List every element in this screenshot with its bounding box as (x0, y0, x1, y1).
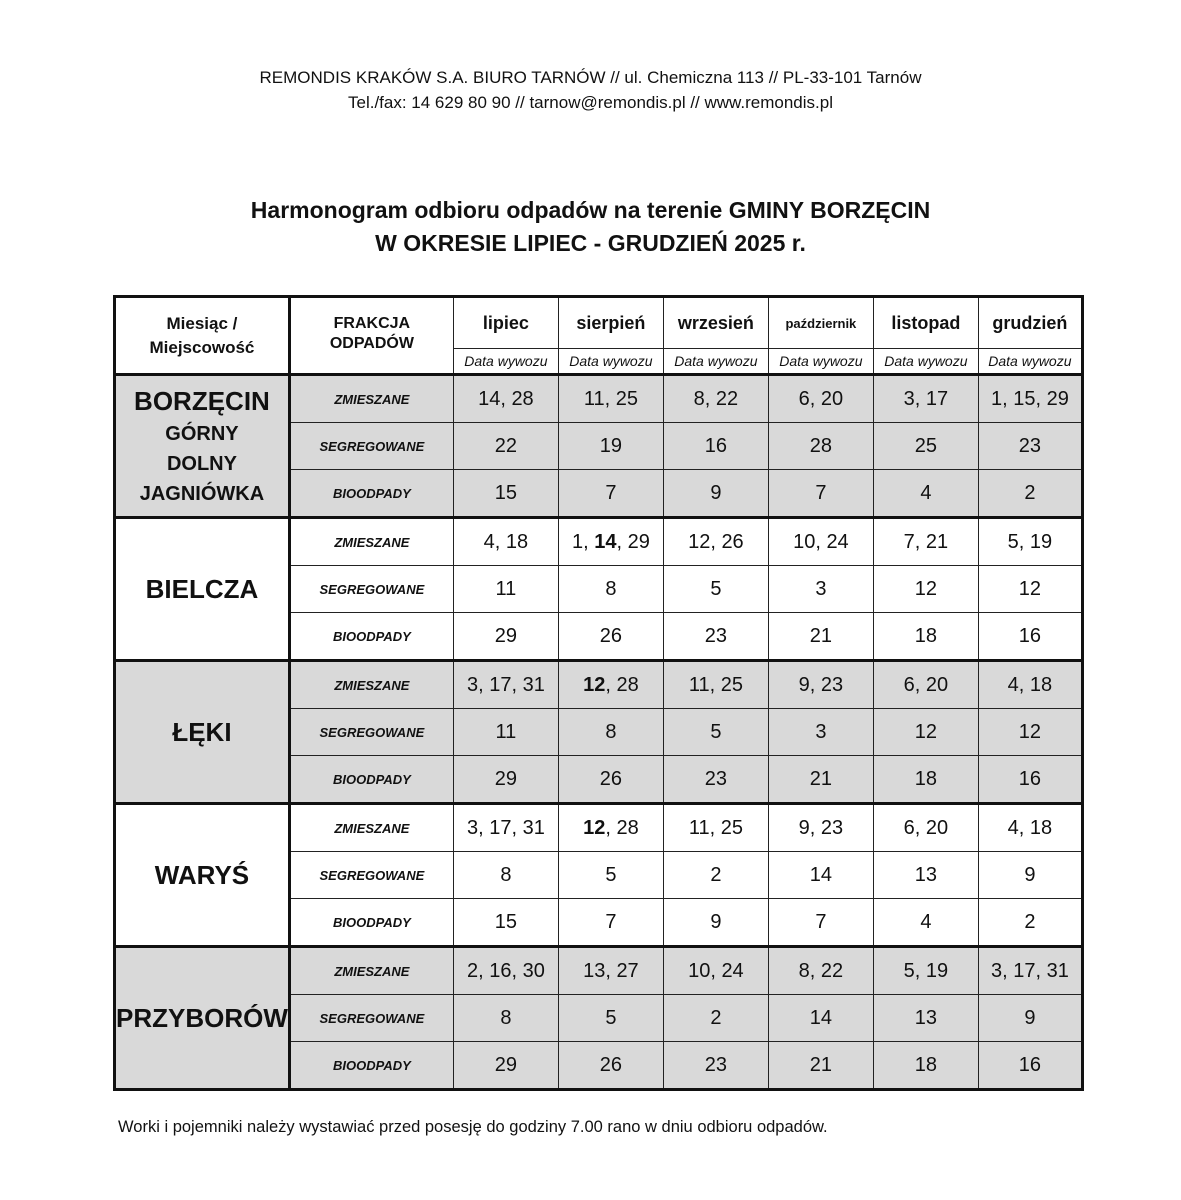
fraction-label: SEGREGOWANE (289, 995, 453, 1042)
month-header: grudzień (978, 297, 1082, 349)
highlighted-date: 12 (583, 673, 606, 696)
fraction-label: BIOODPADY (289, 613, 453, 661)
month-header: sierpień (558, 297, 663, 349)
date-cell (663, 947, 768, 995)
date-subheader: Data wywozu (558, 349, 663, 375)
fraction-label: BIOODPADY (289, 756, 453, 804)
date-cell (663, 613, 768, 661)
date-cell (558, 1042, 663, 1090)
date-text: 5, 19 (903, 959, 949, 982)
date-cell (978, 1042, 1082, 1090)
date-text: 3, 17, 31 (466, 816, 545, 839)
date-text: 11, 25 (688, 673, 743, 696)
fraction-label: ZMIESZANE (289, 661, 453, 709)
date-text: 18 (914, 767, 938, 790)
date-text: , 28 (605, 673, 639, 696)
date-cell (453, 470, 558, 518)
date-cell (663, 1042, 768, 1090)
highlighted-date: 14 (594, 530, 617, 553)
date-cell (453, 852, 558, 899)
company-contact: Tel./fax: 14 629 80 90 // tarnow@remondis.pl // www.remondis.pl (348, 93, 833, 112)
date-text: 21 (809, 1053, 833, 1076)
date-text: 16 (704, 434, 728, 457)
date-cell (978, 947, 1082, 995)
date-text: 23 (704, 1053, 728, 1076)
date-cell (978, 852, 1082, 899)
date-text: 8 (500, 863, 512, 886)
place-name: BORZĘCIN (134, 386, 270, 416)
date-text: 26 (599, 624, 623, 647)
date-text: 9 (710, 481, 722, 504)
place-cell (115, 375, 290, 518)
subplace-name: DOLNY (166, 453, 237, 475)
date-cell (873, 899, 978, 947)
date-cell (663, 899, 768, 947)
date-text: 7, 21 (903, 530, 949, 553)
date-text: 18 (914, 624, 938, 647)
schedule-table (113, 295, 1084, 1091)
date-text: 8 (605, 577, 617, 600)
date-cell (663, 709, 768, 756)
date-text: 13 (914, 1006, 938, 1029)
date-text: 4, 18 (1007, 816, 1053, 839)
date-text: 28 (809, 434, 833, 457)
fraction-label: SEGREGOWANE (289, 852, 453, 899)
date-subheader: Data wywozu (453, 349, 558, 375)
date-cell (873, 518, 978, 566)
date-text: 29 (494, 767, 518, 790)
place-name: BIELCZA (145, 574, 259, 604)
fraction-label: BIOODPADY (289, 899, 453, 947)
corner-line1: Miesiąc / (166, 313, 238, 333)
place-name: ŁĘKI (172, 717, 232, 747)
date-subheader: Data wywozu (768, 349, 873, 375)
date-cell (453, 899, 558, 947)
corner-header (115, 297, 290, 375)
month-header: lipiec (453, 297, 558, 349)
date-text: 4, 18 (483, 530, 529, 553)
date-subheader: Data wywozu (663, 349, 768, 375)
fraction-label: BIOODPADY (289, 470, 453, 518)
date-text: 3 (815, 577, 827, 600)
table-row (115, 947, 1083, 995)
month-header: październik (768, 297, 873, 349)
date-text: 3, 17 (903, 387, 949, 410)
date-text: 13 (914, 863, 938, 886)
date-cell (453, 375, 558, 423)
date-text: 23 (704, 767, 728, 790)
date-cell (453, 947, 558, 995)
date-cell (558, 613, 663, 661)
date-cell (978, 995, 1082, 1042)
date-cell (978, 756, 1082, 804)
date-text: 12 (1018, 577, 1042, 600)
date-cell (768, 709, 873, 756)
month-header: listopad (873, 297, 978, 349)
date-text: 12 (914, 720, 938, 743)
date-text: 23 (1018, 434, 1042, 457)
date-text: 9 (710, 910, 722, 933)
date-cell (873, 995, 978, 1042)
date-text: 2 (710, 1006, 722, 1029)
date-text: 14 (809, 863, 833, 886)
date-text: 8 (605, 720, 617, 743)
date-cell (663, 566, 768, 613)
date-cell (978, 661, 1082, 709)
date-text: 9 (1024, 863, 1036, 886)
date-text: , 28 (605, 816, 639, 839)
date-cell (978, 804, 1082, 852)
date-text: 4 (920, 481, 932, 504)
date-subheader: Data wywozu (978, 349, 1082, 375)
footer-note: Worki i pojemniki należy wystawiać przed posesję do godziny 7.00 rano w dniu odbioru odpadów. (118, 1118, 828, 1136)
date-text: 9, 23 (798, 673, 844, 696)
date-text: 9 (1024, 1006, 1036, 1029)
date-text: 26 (599, 767, 623, 790)
date-text: , 29 (616, 530, 650, 553)
date-subheader: Data wywozu (873, 349, 978, 375)
fraction-label: ZMIESZANE (289, 804, 453, 852)
subplace-name: JAGNIÓWKA (139, 483, 265, 505)
date-cell (558, 375, 663, 423)
date-cell (978, 566, 1082, 613)
date-cell (453, 995, 558, 1042)
date-text: 18 (914, 1053, 938, 1076)
date-text: 22 (494, 434, 518, 457)
date-cell (663, 518, 768, 566)
date-text: 16 (1018, 624, 1042, 647)
date-cell (768, 423, 873, 470)
place-name: PRZYBORÓW (116, 1003, 288, 1033)
date-cell (873, 852, 978, 899)
date-text: 7 (605, 910, 617, 933)
date-text: 11, 25 (688, 816, 743, 839)
date-cell (663, 756, 768, 804)
date-cell (768, 661, 873, 709)
date-text: 6, 20 (903, 816, 949, 839)
fraction-label: ZMIESZANE (289, 947, 453, 995)
date-text: 8 (500, 1006, 512, 1029)
fraction-header (289, 297, 453, 375)
date-text: 5 (605, 863, 617, 886)
date-cell (873, 756, 978, 804)
date-cell (663, 661, 768, 709)
fraction-header-line2: ODPADÓW (329, 335, 414, 352)
date-text: 8, 22 (798, 959, 844, 982)
date-cell (558, 566, 663, 613)
date-text: 5 (710, 720, 722, 743)
date-cell (873, 423, 978, 470)
date-cell (558, 852, 663, 899)
date-cell (768, 1042, 873, 1090)
date-cell (768, 995, 873, 1042)
date-text: 21 (809, 767, 833, 790)
date-cell (453, 423, 558, 470)
date-cell (873, 470, 978, 518)
date-text: 2, 16, 30 (466, 959, 545, 982)
subplace-name: GÓRNY (165, 423, 239, 445)
date-cell (768, 375, 873, 423)
date-cell (558, 804, 663, 852)
date-text: 11 (495, 720, 517, 743)
date-cell (873, 1042, 978, 1090)
date-text: 10, 24 (793, 530, 849, 553)
fraction-label: ZMIESZANE (289, 518, 453, 566)
date-text: 7 (815, 910, 827, 933)
date-cell (663, 804, 768, 852)
date-text: 23 (704, 624, 728, 647)
company-address: REMONDIS KRAKÓW S.A. BIURO TARNÓW // ul. Chemiczna 113 // PL-33-101 Tarnów (259, 68, 922, 87)
date-text: 14, 28 (478, 387, 534, 410)
date-text: 6, 20 (798, 387, 844, 410)
date-cell (663, 995, 768, 1042)
date-cell (978, 375, 1082, 423)
date-cell (873, 375, 978, 423)
date-cell (663, 852, 768, 899)
date-text: 7 (815, 481, 827, 504)
date-text: 5, 19 (1007, 530, 1053, 553)
date-cell (768, 518, 873, 566)
date-text: 16 (1018, 1053, 1042, 1076)
date-cell (978, 613, 1082, 661)
date-cell (558, 709, 663, 756)
date-text: 25 (914, 434, 938, 457)
date-cell (453, 518, 558, 566)
date-cell (873, 566, 978, 613)
corner-line2: Miejscowość (149, 337, 255, 357)
date-text: 2 (710, 863, 722, 886)
date-cell (558, 470, 663, 518)
place-cell (115, 804, 290, 947)
fraction-header-line1: FRAKCJA (333, 315, 411, 332)
table-row (115, 804, 1083, 852)
date-cell (873, 661, 978, 709)
date-cell (978, 470, 1082, 518)
date-text: 14 (809, 1006, 833, 1029)
date-text: 1, (571, 530, 595, 553)
date-text: 3, 17, 31 (990, 959, 1069, 982)
date-text: 16 (1018, 767, 1042, 790)
date-text: 12 (914, 577, 938, 600)
date-text: 21 (809, 624, 833, 647)
fraction-label: ZMIESZANE (289, 375, 453, 423)
date-cell (558, 661, 663, 709)
date-cell (768, 613, 873, 661)
date-cell (558, 947, 663, 995)
date-text: 5 (605, 1006, 617, 1029)
date-cell (453, 1042, 558, 1090)
date-cell (873, 947, 978, 995)
table-row (115, 661, 1083, 709)
date-text: 9, 23 (798, 816, 844, 839)
date-cell (663, 375, 768, 423)
date-cell (558, 899, 663, 947)
date-cell (663, 470, 768, 518)
date-text: 15 (494, 481, 518, 504)
date-cell (768, 899, 873, 947)
date-cell (453, 756, 558, 804)
date-cell (453, 709, 558, 756)
date-text: 4, 18 (1007, 673, 1053, 696)
date-cell (768, 470, 873, 518)
date-cell (873, 804, 978, 852)
date-cell (978, 518, 1082, 566)
date-cell (558, 423, 663, 470)
highlighted-date: 12 (583, 816, 606, 839)
place-cell (115, 518, 290, 661)
date-cell (768, 756, 873, 804)
date-cell (978, 423, 1082, 470)
fraction-label: SEGREGOWANE (289, 566, 453, 613)
date-text: 12, 26 (688, 530, 744, 553)
month-header: wrzesień (663, 297, 768, 349)
date-text: 3, 17, 31 (466, 673, 545, 696)
table-row (115, 375, 1083, 423)
date-text: 4 (920, 910, 932, 933)
place-name: WARYŚ (154, 860, 250, 890)
date-cell (558, 756, 663, 804)
date-text: 6, 20 (903, 673, 949, 696)
date-cell (768, 566, 873, 613)
date-text: 26 (599, 1053, 623, 1076)
date-text: 15 (494, 910, 518, 933)
date-text: 7 (605, 481, 617, 504)
date-cell (768, 852, 873, 899)
document-subtitle: W OKRESIE LIPIEC - GRUDZIEŃ 2025 r. (375, 230, 806, 256)
date-cell (453, 661, 558, 709)
date-text: 13, 27 (583, 959, 639, 982)
date-cell (558, 995, 663, 1042)
schedule-body (115, 375, 1083, 1090)
fraction-label: SEGREGOWANE (289, 709, 453, 756)
date-cell (768, 804, 873, 852)
date-text: 3 (815, 720, 827, 743)
date-cell (453, 804, 558, 852)
date-text: 11 (495, 577, 517, 600)
date-text: 29 (494, 1053, 518, 1076)
date-cell (978, 899, 1082, 947)
date-cell (453, 613, 558, 661)
date-cell (873, 709, 978, 756)
date-text: 5 (710, 577, 722, 600)
date-text: 1, 15, 29 (990, 387, 1069, 410)
date-text: 2 (1024, 910, 1036, 933)
fraction-label: BIOODPADY (289, 1042, 453, 1090)
date-text: 8, 22 (693, 387, 739, 410)
date-text: 29 (494, 624, 518, 647)
date-cell (558, 518, 663, 566)
place-cell (115, 947, 290, 1090)
date-text: 12 (1018, 720, 1042, 743)
date-text: 19 (599, 434, 623, 457)
document-title: Harmonogram odbioru odpadów na terenie GMINY BORZĘCIN (250, 197, 931, 223)
date-cell (663, 423, 768, 470)
date-cell (873, 613, 978, 661)
date-text: 11, 25 (583, 387, 638, 410)
place-cell (115, 661, 290, 804)
date-cell (768, 947, 873, 995)
fraction-label: SEGREGOWANE (289, 423, 453, 470)
date-text: 10, 24 (688, 959, 744, 982)
table-row (115, 518, 1083, 566)
date-cell (453, 566, 558, 613)
date-text: 2 (1024, 481, 1036, 504)
date-cell (978, 709, 1082, 756)
